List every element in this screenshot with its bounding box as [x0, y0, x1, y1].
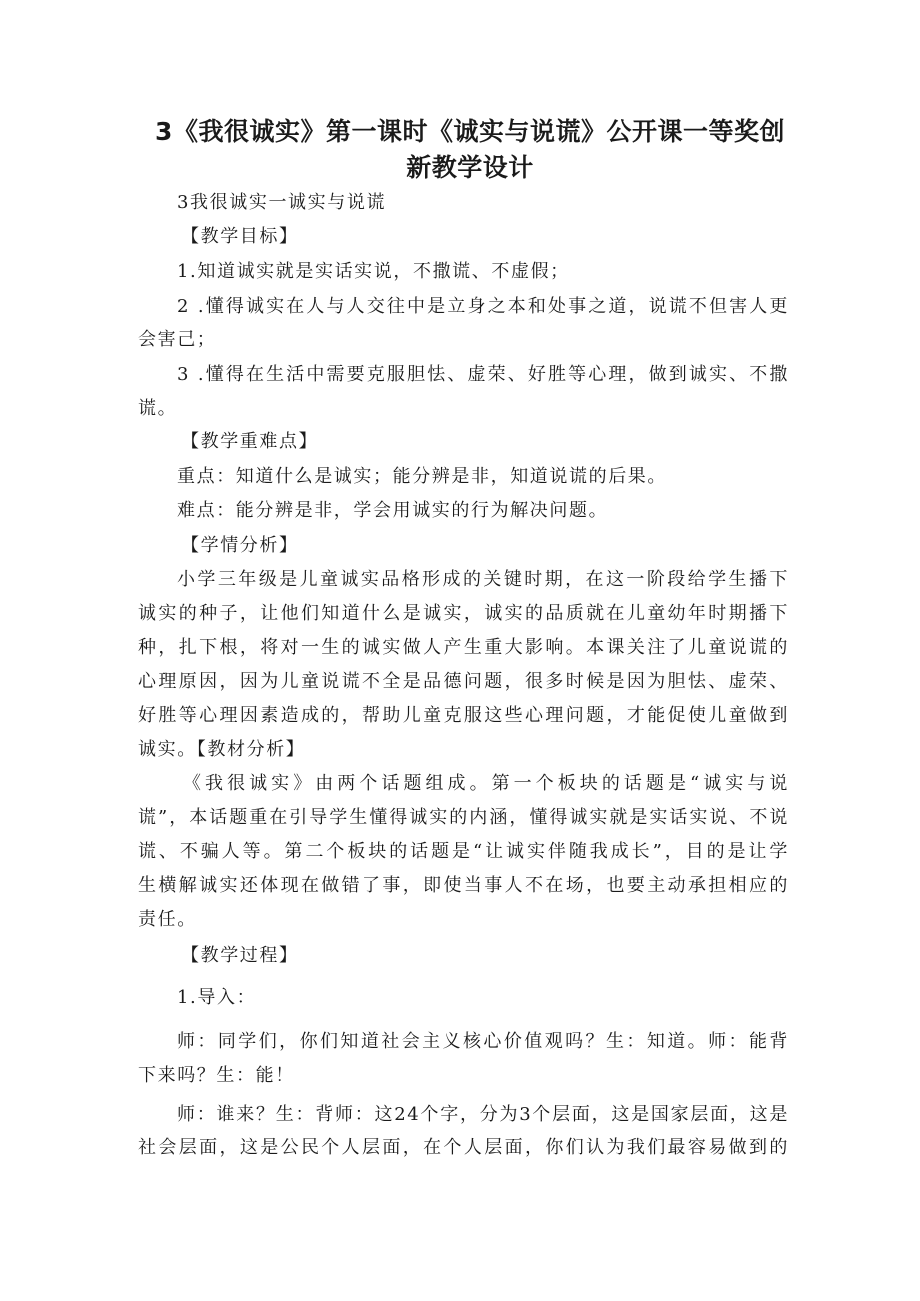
analysis-line-5: 好胜等心理因素造成的，帮助儿童克服这些心理问题，才能促使儿童做到	[138, 705, 789, 726]
goal-item-2-line2: 会害己；	[138, 329, 217, 350]
goal-item-3-line2: 谎。	[138, 398, 178, 419]
analysis-line-2: 诚实的种子，让他们知道什么是诚实，诚实的品质就在儿童幼年时期播下	[138, 603, 789, 624]
section-heading-process: 【教学过程】	[181, 945, 299, 966]
analysis-line-6: 诚实。【教材分析】	[138, 739, 306, 760]
document-title-line2: 新教学设计	[406, 153, 534, 182]
dialog-1-line2: 下来吗？生：能！	[138, 1065, 295, 1086]
goal-item-2-line1: 2 .懂得诚实在人与人交往中是立身之本和处事之道，说谎不但害人更	[177, 296, 789, 317]
analysis-line-1: 小学三年级是儿童诚实品格形成的关键时期，在这一阶段给学生播下	[177, 569, 789, 590]
material-line-2: 谎”，本话题重在引导学生懂得诚实的内涵，懂得诚实就是实话实说、不说	[138, 807, 789, 828]
goal-item-3-line1: 3 .懂得在生活中需要克服胆怯、虚荣、好胜等心理，做到诚实、不撒	[177, 364, 789, 385]
dialog-2-line2: 社会层面，这是公民个人层面，在个人层面，你们认为我们最容易做到的	[138, 1137, 789, 1158]
analysis-line-3: 种，扎下根，将对一生的诚实做人产生重大影响。本课关注了儿童说谎的	[138, 637, 789, 658]
goal-item-1: 1.知道诚实就是实话实说，不撒谎、不虚假；	[177, 261, 570, 282]
material-line-5: 责任。	[138, 909, 197, 930]
section-heading-goals: 【教学目标】	[181, 226, 299, 247]
analysis-line-4: 心理原因，因为儿童说谎不全是品德问题，很多时候是因为胆怯、虚荣、	[138, 671, 789, 692]
section-heading-analysis: 【学情分析】	[181, 535, 299, 556]
document-title-line1: 3《我很诚实》第一课时《诚实与说谎》公开课一等奖创	[155, 117, 785, 146]
material-line-3: 谎、不骗人等。第二个板块的话题是“让诚实伴随我成长”，目的是让学	[138, 841, 789, 862]
dialog-1-line1: 师：同学们，你们知道社会主义核心价值观吗？生：知道。师：能背	[177, 1031, 789, 1052]
process-step-1: 1.导入：	[177, 987, 257, 1008]
material-line-4: 生横解诚实还体现在做错了事，即使当事人不在场，也要主动承担相应的	[138, 875, 789, 896]
subtitle: 3我很诚实一诚实与说谎	[177, 192, 387, 213]
difficult-point: 难点：能分辨是非，学会用诚实的行为解决问题。	[177, 500, 609, 521]
key-point: 重点：知道什么是诚实；能分辨是非，知道说谎的后果。	[177, 466, 667, 487]
dialog-2-line1: 师：谁来？生：背师：这24个字，分为3个层面，这是国家层面，这是	[177, 1104, 789, 1125]
section-heading-key-points: 【教学重难点】	[181, 431, 319, 452]
material-line-1: 《我很诚实》由两个话题组成。第一个板块的话题是“诚实与说	[183, 773, 789, 794]
